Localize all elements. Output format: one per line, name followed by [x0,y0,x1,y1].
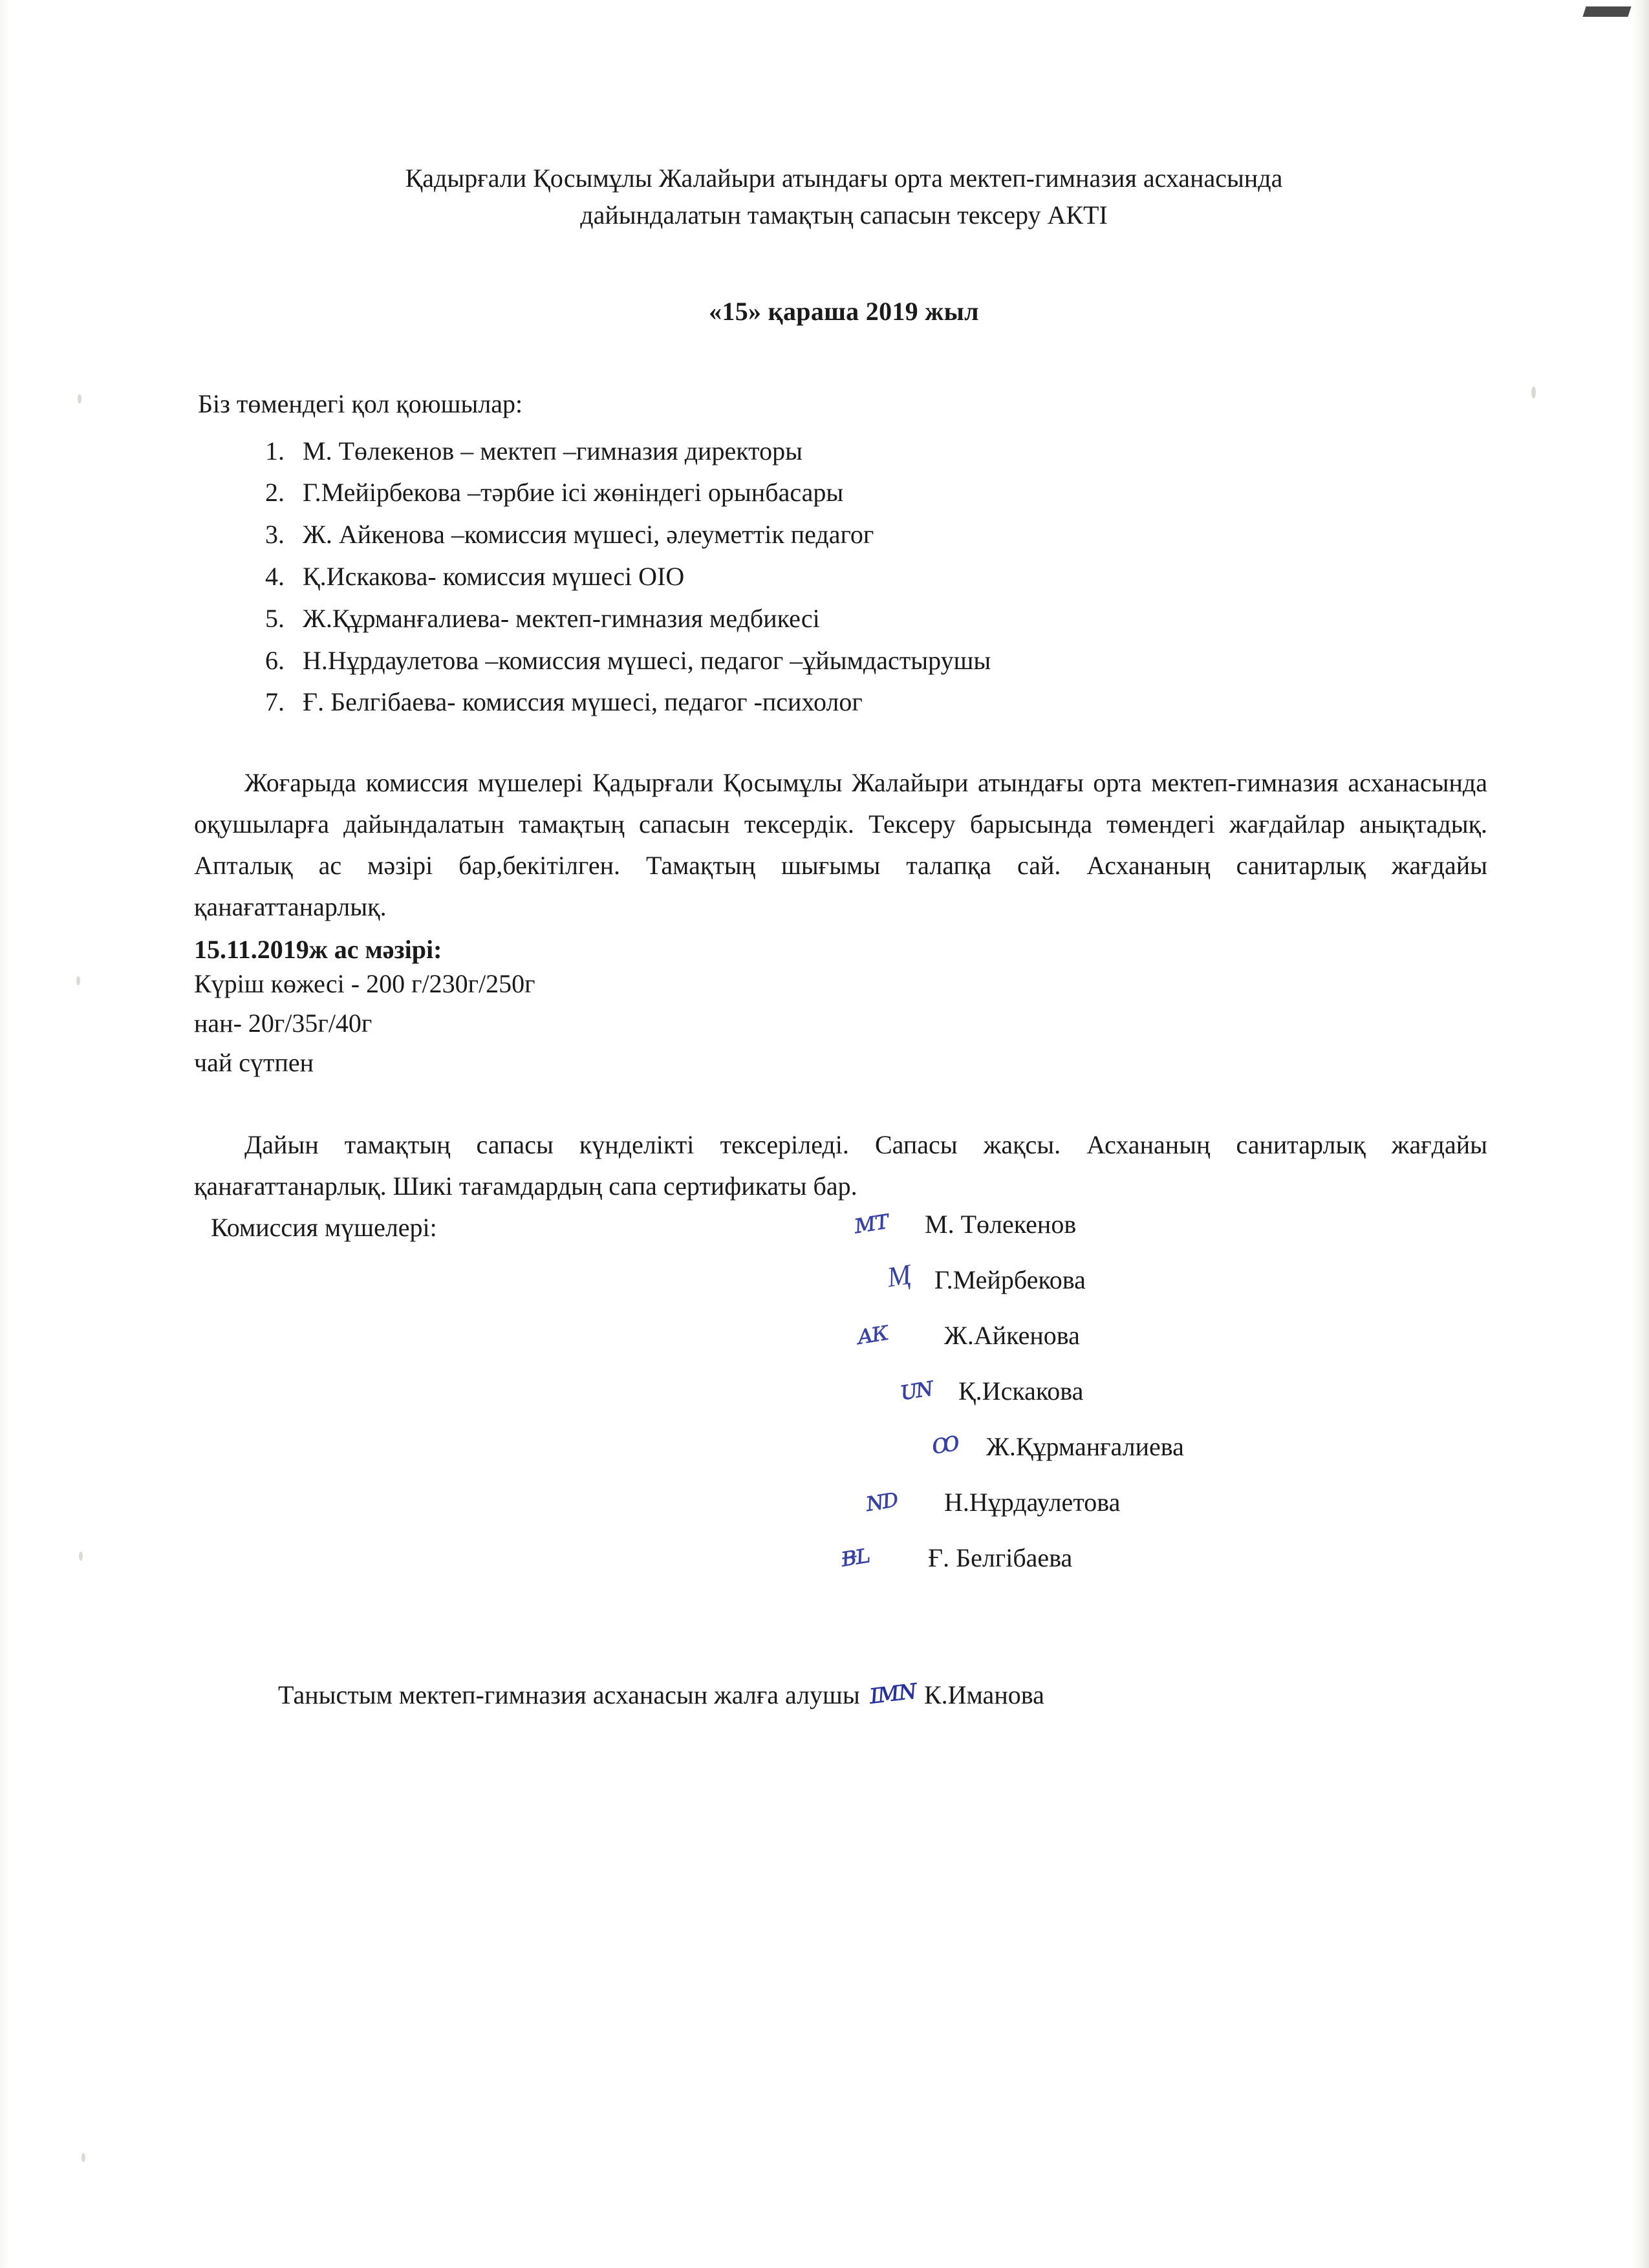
scan-speckle [79,1552,83,1561]
signature-row [194,1257,1494,1320]
signature-row [194,1424,1494,1487]
signature-mark: ꝏ [929,1424,960,1461]
acknowledgement-text: Таныстым мектеп-гимназия асханасын жалға алушы [278,1680,860,1709]
signature-mark-tenant: ɪᴍɴ [867,1670,917,1711]
signature-mark: ɴᴅ [863,1481,899,1519]
intro-text: Біз төмендегі қол қоюшылар: [198,389,523,418]
scan-speckle [78,394,81,403]
paragraph-conclusion: Дайын тамақтың сапасы күнделікті тексеріледі. Сапасы жақсы. Асхананың санитарлық жағдайы қанағаттанарлық. Шикі тағамдардың сапа сертификаты бар. [194,1129,1487,1201]
list-item: 4. Қ.Искакова- комиссия мүшесі ОІО [291,556,1494,598]
scan-speckle [81,2153,85,2162]
list-item: 3. Ж. Айкенова –комиссия мүшесі, әлеуметтік педагог [291,514,1494,556]
signature-name: Ж.Айкенова [944,1320,1080,1350]
menu-item: нан- 20г/35г/40г [194,1008,372,1038]
scan-speckle [76,976,80,985]
document-date: «15» қараша 2019 жыл [709,296,979,326]
menu-item: чай сүтпен [194,1047,314,1077]
signature-mark: Ӎ [885,1257,912,1294]
list-item: 1. М. Төлекенов – мектеп –гимназия директоры [291,431,1494,473]
signature-name: Ж.Құрманғалиева [986,1431,1184,1461]
document-body [194,0,1494,1711]
signature-mark: ᴍᴛ [851,1202,890,1241]
list-item: 2. Г.Мейірбекова –тәрбие ісі жөніндегі орынбасары [291,472,1494,514]
scan-edge-right [1632,0,1649,2268]
signature-block [194,1202,1494,1598]
menu-item: Күріш көжесі - 200 г/230г/250г [194,969,535,999]
signature-row [194,1481,1494,1543]
commission-label: Комиссия мүшелері: [211,1212,437,1242]
signature-name: Қ.Искакова [958,1376,1084,1406]
signature-name: Г.Мейрбекова [934,1265,1086,1294]
members-list [194,431,1494,724]
signature-row [194,1536,1494,1598]
list-item: 7. Ғ. Белгібаева- комиссия мүшесі, педагог -психолог [291,681,1494,723]
signature-name: Ғ. Белгібаева [928,1543,1073,1572]
signature-row [194,1314,1494,1376]
signature-row [194,1202,1494,1265]
signature-name: Н.Нұрдаулетова [944,1487,1121,1517]
signature-row [194,1369,1494,1431]
document-title [194,160,1494,234]
document-title-line1: Қадырғали Қосымұлы Жалайыри атындағы орта мектеп-гимназия асханасында [405,164,1283,193]
document-title-line2: дайындалатын тамақтың сапасын тексеру АКТІ [580,200,1108,230]
scan-edge-left [0,0,9,2268]
signature-mark: ᴀᴋ [854,1314,889,1351]
menu-heading: 15.11.2019ж ас мәзірі: [194,935,442,965]
scan-speckle [1531,387,1536,398]
list-item: 5. Ж.Құрманғалиева- мектеп-гимназия медбикесі [291,598,1494,640]
scan-artifact-top [1582,6,1631,17]
acknowledgement-name: К.Иманова [923,1680,1044,1709]
signature-name: М. Төлекенов [925,1209,1077,1239]
signature-mark: ᴜɴ [898,1369,934,1407]
paragraph-inspection: Жоғарыда комиссия мүшелері Қадырғали Қосымұлы Жалайыри атындағы орта мектеп-гимназия асханасында оқушыларға дайындалатын тамақтың сапасын тексердік. Тексеру барысында төмендегі жағдайлар анықтадық. Апталық ас мәзірі бар,бекітілген. Тамақтың шығымы талапқа сай. Асхананың санитарлық жағдайы қанағаттанарлық. [194,768,1487,922]
list-item: 6. Н.Нұрдаулетова –комиссия мүшесі, педагог –ұйымдастырушы [291,640,1494,682]
signature-mark: ᴃʟ [838,1536,871,1574]
acknowledgement-line [278,1670,1494,1711]
